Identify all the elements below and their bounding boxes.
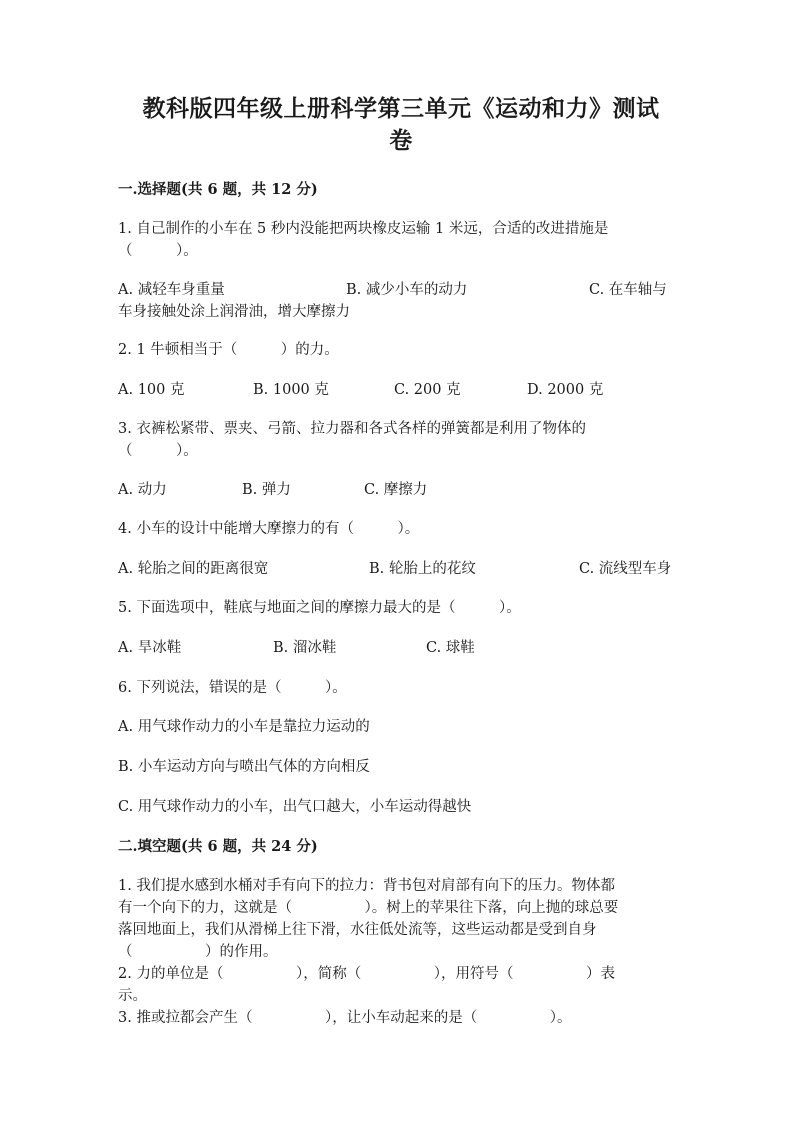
fill-question-1-line-1: 1. 我们提水感到水桶对手有向下的拉力：背书包对肩部有向下的压力。物体都 — [118, 878, 615, 894]
option-c: C. 摩擦力 — [364, 482, 428, 498]
option-b: B. 溜冰鞋 — [273, 640, 337, 656]
option-c: C. 在车轴与 — [589, 282, 667, 298]
section-heading-fill-blank: 二.填空题(共 6 题，共 24 分) — [118, 838, 318, 855]
question-2-options — [118, 379, 684, 401]
question-3 — [118, 418, 684, 462]
question-5-stem: 5. 下面选项中，鞋底与地面之间的摩擦力最大的是（ ）。 — [118, 600, 521, 616]
option-b: B. 轮胎上的花纹 — [369, 561, 476, 577]
fill-question-1-line-3: 落回地面上，我们从滑梯上往下滑，水往低处流等，这些运动都是受到自身 — [118, 922, 597, 938]
question-6-option-c: C. 用气球作动力的小车，出气口越大，小车运动得越快 — [118, 799, 472, 815]
question-6-stem: 6. 下列说法，错误的是（ ）。 — [118, 680, 347, 696]
question-1-options — [118, 279, 684, 323]
option-c: C. 流线型车身 — [579, 561, 672, 577]
question-6-option-a: A. 用气球作动力的小车是靠拉力运动的 — [118, 719, 370, 735]
option-c: C. 球鞋 — [426, 640, 475, 656]
page-title — [118, 93, 684, 157]
option-c-continued: 车身接触处涂上润滑油，增大摩擦力 — [118, 304, 350, 320]
option-b: B. 1000 克 — [253, 382, 329, 398]
option-a: A. 100 克 — [118, 382, 185, 398]
question-2-stem: 2. 1 牛顿相当于（ ）的力。 — [118, 342, 339, 358]
option-a: A. 动力 — [118, 482, 167, 498]
fill-question-2-line-1: 2. 力的单位是（ ），简称（ ），用符号（ ）表 — [118, 966, 615, 982]
fill-question-1 — [118, 875, 684, 963]
question-6-option-b: B. 小车运动方向与喷出气体的方向相反 — [118, 759, 370, 775]
fill-question-2-line-2: 示。 — [118, 988, 147, 1004]
title-line-1: 教科版四年级上册科学第三单元《运动和力》测试 — [142, 95, 660, 122]
section-heading-choice: 一.选择题(共 6 题，共 12 分) — [118, 181, 318, 198]
fill-question-1-line-2: 有一个向下的力，这就是（ ）。树上的苹果往下落，向上抛的球总要 — [118, 900, 619, 916]
option-b: B. 弹力 — [242, 482, 291, 498]
question-4-options — [118, 558, 684, 580]
question-1-stem-line-2: （ ）。 — [118, 243, 198, 259]
fill-question-2 — [118, 963, 684, 1007]
option-b: B. 减少小车的动力 — [346, 282, 468, 298]
option-a: A. 轮胎之间的距离很宽 — [118, 561, 269, 577]
fill-question-1-line-4: （ ）的作用。 — [118, 944, 278, 960]
exam-page — [118, 0, 684, 1131]
question-3-stem-line-1: 3. 衣裤松紧带、票夹、弓箭、拉力器和各式各样的弹簧都是利用了物体的 — [118, 421, 586, 437]
question-1-stem-line-1: 1. 自己制作的小车在 5 秒内没能把两块橡皮运输 1 米远，合适的改进措施是 — [118, 221, 609, 237]
option-a: A. 旱冰鞋 — [118, 640, 182, 656]
question-4-stem: 4. 小车的设计中能增大摩擦力的有（ ）。 — [118, 521, 420, 537]
option-a: A. 减轻车身重量 — [118, 282, 225, 298]
question-3-stem-line-2: （ ）。 — [118, 443, 198, 459]
question-3-options — [118, 479, 684, 501]
question-5-options — [118, 637, 684, 659]
option-d: D. 2000 克 — [527, 382, 604, 398]
fill-question-3: 3. 推或拉都会产生（ ），让小车动起来的是（ ）。 — [118, 1010, 572, 1026]
question-1 — [118, 218, 684, 262]
title-line-2: 卷 — [389, 127, 413, 154]
option-c: C. 200 克 — [394, 382, 461, 398]
